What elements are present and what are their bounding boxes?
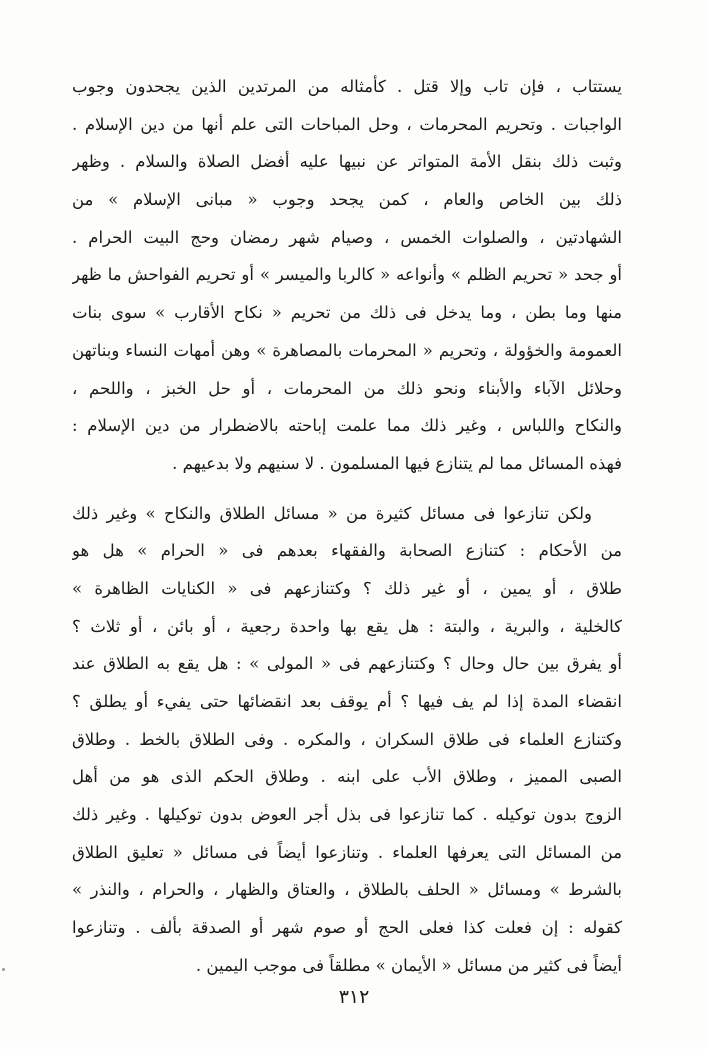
text-line: بالشرط » ومسائل « الحلف بالطلاق ، والعتاق والظهار ، والحرام ، والنذر »: [72, 880, 622, 900]
text-line: والنكاح واللباس ، وغير ذلك مما علمت إباحته بالاضطرار من دين الإسلام :: [72, 416, 622, 436]
body-text: [72, 68, 622, 985]
text-line: كالخلية ، والبرية ، والبتة : هل يقع بها واحدة رجعية ، أو بائن ، أو ثلاث ؟: [72, 616, 622, 636]
text-line: الشهادتين ، والصلوات الخمس ، وصيام شهر رمضان وحج البيت الحرام .: [72, 227, 622, 247]
text-line: أو يفرق بين حال وحال ؟ وكتنازعهم فى « المولى » : هل يقع به الطلاق عند: [72, 654, 622, 674]
text-line: وثبت ذلك بنقل الأمة المتواتر عن نبيها عليه أفضل الصلاة والسلام . وظهر: [72, 152, 622, 172]
text-line: أيضاً فى كثير من مسائل « الأيمان » مطلقاً فى موجب اليمين .: [195, 955, 622, 975]
text-line: العمومة والخؤولة ، وتحريم « المحرمات بالمصاهرة » وهن أمهات النساء وبناتهن: [72, 340, 622, 360]
text-line: ذلك بين الخاص والعام ، كمن يجحد وجوب « مبانى الإسلام » من: [72, 190, 622, 210]
text-line: من الأحكام : كتنازع الصحابة والفقهاء بعدهم فى « الحرام » هل هو: [72, 541, 622, 561]
text-line: كقوله : إن فعلت كذا فعلى الحج أو صوم شهر أو الصدقة بألف . وتنازعوا: [72, 918, 622, 938]
page-number: ٣١٢: [338, 986, 370, 1008]
text-line: وحلائل الآباء والأبناء ونحو ذلك من المحرمات ، أو حل الخبز ، واللحم ،: [72, 378, 622, 398]
text-line: الزوج بدون توكيله . كما تنازعوا فى بذل أجر العوض بدون توكيلها . وغير ذلك: [72, 805, 622, 825]
text-line: يستتاب ، فإن تاب وإلا قتل . كأمثاله من المرتدين الذين يجحدون وجوب: [72, 77, 622, 96]
text-line: الصبى المميز ، وطلاق الأب على ابنه . وطلاق الحكم الذى هو من أهل: [72, 767, 622, 787]
text-line: أو جحد « تحريم الظلم » وأنواعه « كالربا والميسر » أو تحريم الفواحش ما ظهر: [72, 265, 622, 285]
scan-speck: [2, 968, 5, 971]
text-line: فهذه المسائل مما لم يتنازع فيها المسلمون . لا سنيهم ولا بدعيهم .: [172, 453, 622, 473]
paragraph: [72, 68, 622, 483]
text-line: منها وما بطن ، وما يدخل فى ذلك من تحريم « نكاح الأقارب » سوى بنات: [72, 303, 622, 323]
text-line: الواجبات . وتحريم المحرمات ، وحل المباحات التى علم أنها من دين الإسلام .: [72, 114, 622, 134]
text-line: طلاق ، أو يمين ، أو غير ذلك ؟ وكتنازعهم فى « الكنايات الظاهرة »: [72, 578, 622, 598]
text-line: وكتنازع العلماء فى طلاق السكران ، والمكره . وفى الطلاق بالخط . وطلاق: [72, 729, 622, 749]
text-line: انقضاء المدة إذا لم يف فيها ؟ أم يوقف بعد انقضائها حتى يفيء أو يطلق ؟: [72, 692, 622, 711]
paragraph: [72, 495, 622, 985]
text-line: ولكن تنازعوا فى مسائل كثيرة من « مسائل الطلاق والنكاح » وغير ذلك: [72, 503, 592, 523]
text-line: من المسائل التى يعرفها العلماء . وتنازعوا أيضاً فى مسائل « تعليق الطلاق: [72, 842, 622, 862]
